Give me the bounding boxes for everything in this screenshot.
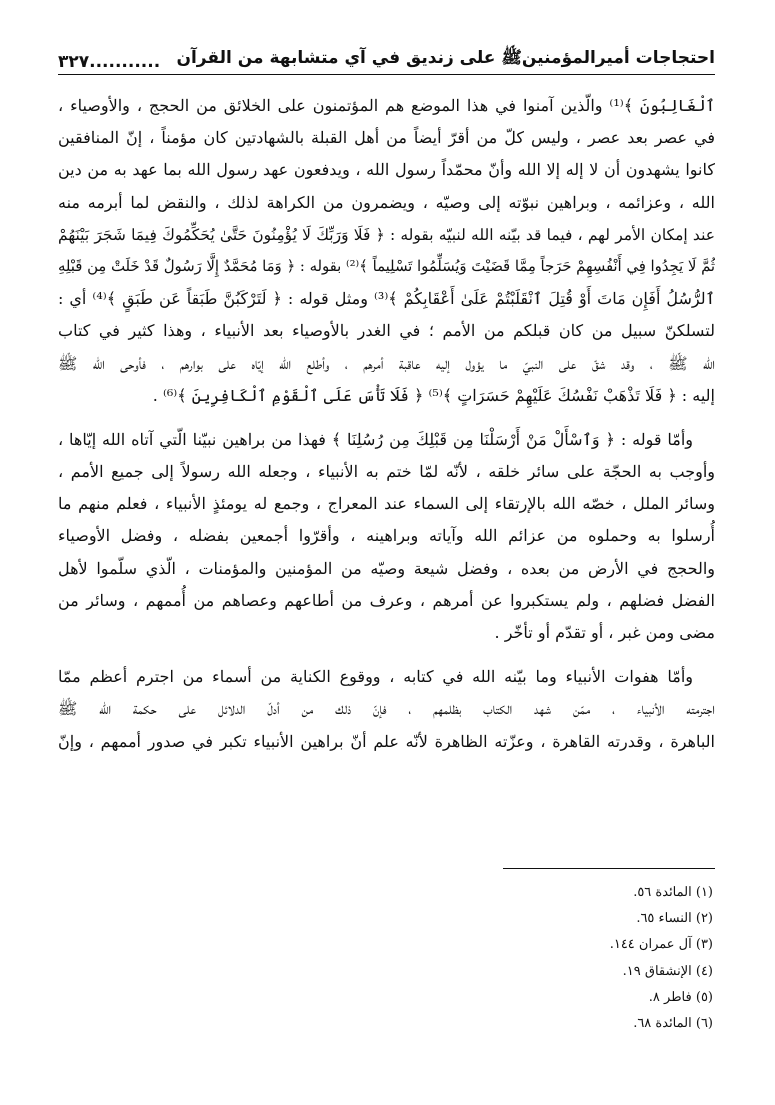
paragraph: [58, 424, 715, 649]
text-line: أُرسلوا به وحملوه من عزائم الله وآياته وبراهينه ، وأقرّوا أجمعين بفضله ، وفضل الأوصياء: [58, 526, 715, 546]
header-rule: [58, 74, 715, 75]
text-line: والحجج في الأرض من بعده ، وفضل شيعة وصيّه من المؤمنين والمؤمنات ، الّذي سلّموا لأهل: [58, 558, 715, 578]
text-line: اجترمته الأنبياء ، ممّن شهد الكتاب بظلمهم ، فإنّ ذلك من أدلّ الدلائل على حكمة الله ﷺ: [58, 699, 715, 719]
text-line: وأمّا هفوات الأنبياء وما بيّنه الله في كتابه ، ووقوع الكناية من أسماء من اجترم أعظم ممّا: [58, 667, 693, 687]
text-line: الله ﷺ ، وقد شقّ على النبيّ ما يؤول إليه عاقبة أمرهم ، وأطلع الله إيّاه على بوارهم ، فأوحى الله ﷺ: [58, 353, 715, 373]
paragraph: [58, 661, 715, 758]
text-line: وأمّا قوله : ﴿ وَٱسْأَلْ مَنْ أَرْسَلْنَا مِن قَبْلِكَ مِن رُسُلِنَا ﴾ فهذا من براهين نبيّنا الّتي آتاه الله إيّاها ،: [58, 429, 693, 449]
text-line: وسائر الملل ، خصّه الله بالإرتقاء إلى السماء عند المعراج ، وجمع له يومئذٍ الأنبياء ، فعلم منهم ما: [58, 494, 715, 514]
footnote: (١) المائدة ٥٦.: [633, 885, 713, 900]
running-header: [58, 30, 715, 72]
footnote: (٥) فاطر ٨.: [648, 989, 713, 1005]
header-title: احتجاجات أميرالمؤمنينﷺ على زنديق في آي متشابهة من القرآن: [176, 48, 715, 68]
footnote: (٤) الإنشقاق ١٩.: [622, 963, 713, 979]
footnote: (٢) النساء ٦٥.: [636, 911, 713, 927]
text-line: عند إمكان الأمر لهم ، فيما قد بيّنه الله لنبيّه بقوله : ﴿ فَلَا وَرَبِّكَ لَا يُؤْمِنُونَ حَتَّىٰ يُحَكِّمُوكَ فِيمَا شَجَرَ بَيْنَهُمْ: [58, 225, 715, 244]
footnotes: [300, 880, 713, 1037]
footnote: (٣) آل عمران ١٤٤.: [609, 937, 713, 953]
text-line: إليه : ﴿ فَلَا تَذْهَبْ نَفْسُكَ عَلَيْهِمْ حَسَرَاتٍ ﴾⁽⁵⁾ ﴿ فَلَا تَأْسَ عَلَى ٱلْقَوْمِ ٱلْكَافِرِينَ ﴾⁽⁶⁾ .: [152, 385, 715, 405]
text-line: لتسلكنّ سبيل من كان قبلكم من الأمم ؛ في الغدر بالأوصياء بعد الأنبياء ، وهذا كثير في كتاب: [58, 321, 715, 341]
text-line: الفضل فضلهم ، ولم يستكبروا عن أمرهم ، وعرف من أطاعهم وعصاهم من أُممهم ، وسائر من: [58, 590, 715, 610]
main-text: [58, 90, 715, 758]
text-line: كانوا يشهدون أن لا إله إلا الله وأنّ محمّداً رسول الله ، ويدفعون عهد رسول الله بما عهد به من دين: [58, 160, 715, 180]
paragraph: [58, 90, 715, 412]
text-line: الله ، وعزائمه ، وبراهين نبوّته إلى وصيّه ، ويضمرون من الكراهة لذلك ، والنقض لما أبرمه منه: [58, 192, 715, 212]
footnote: (٦) المائدة ٦٨.: [633, 1015, 713, 1031]
text-line: ثُمَّ لَا يَجِدُوا فِي أَنْفُسِهِمْ حَرَجاً مِمَّا قَضَيْتَ وَيُسَلِّمُوا تَسْلِيماً ﴾⁽²⁾ بقوله : ﴿ وَمَا مُحَمَّدٌ إِلَّا رَسُولٌ قَدْ خَلَتْ مِن قَبْلِهِ: [58, 257, 715, 275]
text-line: مضى ومن غبر ، أو تقدّم أو تأخّر .: [494, 623, 715, 642]
text-line: ٱلرُّسُلُ أَفَإِن مَاتَ أَوْ قُتِلَ ٱنْقَلَبْتُمْ عَلَىٰ أَعْقَابِكُمْ ﴾⁽³⁾ ومثل قوله : ﴿ لَتَرْكَبُنَّ طَبَقاً عَن طَبَقٍ ﴾⁽⁴⁾ أي :: [58, 289, 715, 309]
text-line: ٱلْغَالِبُونَ ﴾⁽¹⁾ والّذين آمنوا في هذا الموضع هم المؤتمنون على الخلائق من الحجج ، والأوصياء ،: [58, 96, 715, 115]
text-line: وأوجب به الحجّة على سائر خلقه ، لأنّه لمّا ختم به الأنبياء ، وجعله الله رسولاً إلى جميع الأمم ،: [58, 462, 715, 482]
page-number: ...........٣٢٧: [58, 52, 161, 72]
text-line: الباهرة ، وقدرته القاهرة ، وعزّته الظاهرة لأنّه علم أنّ براهين الأنبياء تكبر في صدور أممهم ، وإنّ: [58, 731, 715, 751]
footnote-rule: [503, 868, 715, 869]
text-line: في عصر بعد عصر ، وليس كلّ من أقرّ أيضاً من أهل القبلة بالشهادتين كان مؤمناً ، إنّ المنافقين: [58, 128, 715, 148]
